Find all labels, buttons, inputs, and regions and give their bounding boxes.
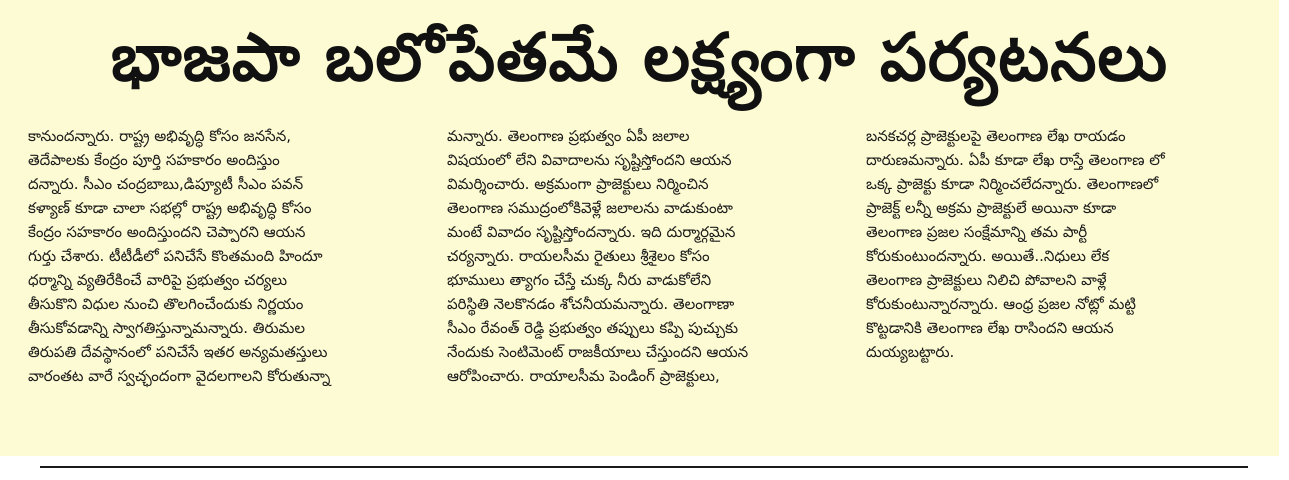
- article-line: భూములు త్యాగం చేస్తే చుక్క నీరు వాడుకోలేని: [447, 271, 712, 289]
- bottom-rule: [40, 466, 1248, 468]
- article-column-2: [447, 124, 843, 388]
- headline: భాజపా బలోపేతమే లక్ష్యంగా పర్యటనలు: [110, 19, 1169, 96]
- article-line: పరిస్థితి నెలకొనడం శోచనీయమన్నారు. తెలంగాణా: [447, 295, 735, 313]
- article-line: తెలంగాణ ప్రజల సంక్షేమాన్ని తమ పార్టీ: [866, 223, 1088, 241]
- article-line: కానుందన్నారు. రాష్ట్ర అభివృద్ధి కోసం జనసేన,: [28, 127, 292, 145]
- article-line: కోరుకుంటున్నారన్నారు. ఆంధ్ర ప్రజల నోట్లో మట్టి: [866, 295, 1136, 313]
- article-line: బనకచర్ల ప్రాజెక్టులపై తెలంగాణ లేఖ రాయడం: [866, 127, 1126, 145]
- article-line: విమర్శించారు. అక్రమంగా ప్రాజెక్టులు నిర్మించిన: [447, 175, 709, 193]
- article-line: చర్యన్నారు. రాయలసీమ రైతులు శ్రీశైలం కోసం: [447, 247, 710, 265]
- article-line: నేందుకు సెంటిమెంట్ రాజకీయాలు చేస్తుందని ఆయన: [447, 343, 749, 361]
- article-line: కేంద్రం సహకారం అందిస్తుందని చెప్పారని ఆయన: [28, 223, 306, 241]
- article-line: ధర్మాన్ని వ్యతిరేకించే వారిపై ప్రభుత్వం చర్యలు: [28, 271, 288, 289]
- article-column-1: [28, 124, 424, 388]
- article-line: తెదేపాలకు కేంద్రం పూర్తి సహకారం అందిస్తుం: [28, 151, 280, 169]
- article-line: కొట్టడానికి తెలంగాణ లేఖ రాసిందని ఆయన: [866, 319, 1114, 337]
- article-line: గుర్తు చేశారు. టీటీడీలో పనిచేసే కొంతమంది హిందూ: [28, 247, 323, 265]
- article-line: సీఎం రేవంత్ రెడ్డి ప్రభుత్వం తప్పులు కప్పి పుచ్చుకు: [447, 319, 739, 337]
- article-line: కళ్యాణ్ కూడా చాలా సభల్లో రాష్ట్ర అభివృద్ధి కోసం: [28, 199, 312, 217]
- article-line: ప్రాజెక్ట్ లన్నీ అక్రమ ప్రాజెక్టులే అయినా కూడా: [866, 199, 1117, 217]
- article-line: తిరుపతి దేవస్థానంలో పనిచేసే ఇతర అన్యమతస్తులు: [28, 343, 328, 361]
- article-line: ఒక్క ప్రాజెక్టు కూడా నిర్మించలేదన్నారు. తెలంగాణలో: [866, 175, 1159, 193]
- article-line: మంటే వివాదం సృష్టిస్తోందన్నారు. ఇది దుర్మార్గమైన: [447, 223, 736, 241]
- article-line: ఆరోపించారు. రాయాలసీమ పెండింగ్ ప్రాజెక్టులు,: [447, 367, 720, 385]
- article-line: తెలంగాణ సముద్రంలోకివెళ్లే జలాలను వాడుకుంటా: [447, 199, 733, 217]
- article-line: వారంతట వారే స్వచ్ఛందంగా వైదలగాలని కోరుతున్నా: [28, 367, 331, 385]
- article-line: దారుణమన్నారు. ఏపీ కూడా లేఖ రాస్తే తెలంగాణ లో: [866, 151, 1165, 169]
- article-line: దుయ్యబట్టారు.: [866, 343, 955, 361]
- article-line: తీసుకొని విధుల నుంచి తొలగించేందుకు నిర్ణయం: [28, 295, 304, 313]
- article-line: మన్నారు. తెలంగాణ ప్రభుత్వం ఏపీ జలాల: [447, 127, 690, 145]
- article-line: తీసుకోవడాన్ని స్వాగతిస్తున్నామన్నారు. తిరుమల: [28, 319, 306, 337]
- article-column-3: [866, 124, 1262, 364]
- article-line: తెలంగాణ ప్రాజెక్టులు నిలిచి పోవాలని వాళ్లే: [866, 271, 1107, 289]
- article-line: విషయంలో లేని వివాదాలను సృష్టిస్తోందని ఆయన: [447, 151, 732, 169]
- article-line: కోరుకుంటుందన్నారు. అయితే..నిధులు లేక: [866, 247, 1110, 265]
- article-line: దన్నారు. సీఎం చంద్రబాబు,డిప్యూటీ సీఎం పవన్: [28, 175, 304, 193]
